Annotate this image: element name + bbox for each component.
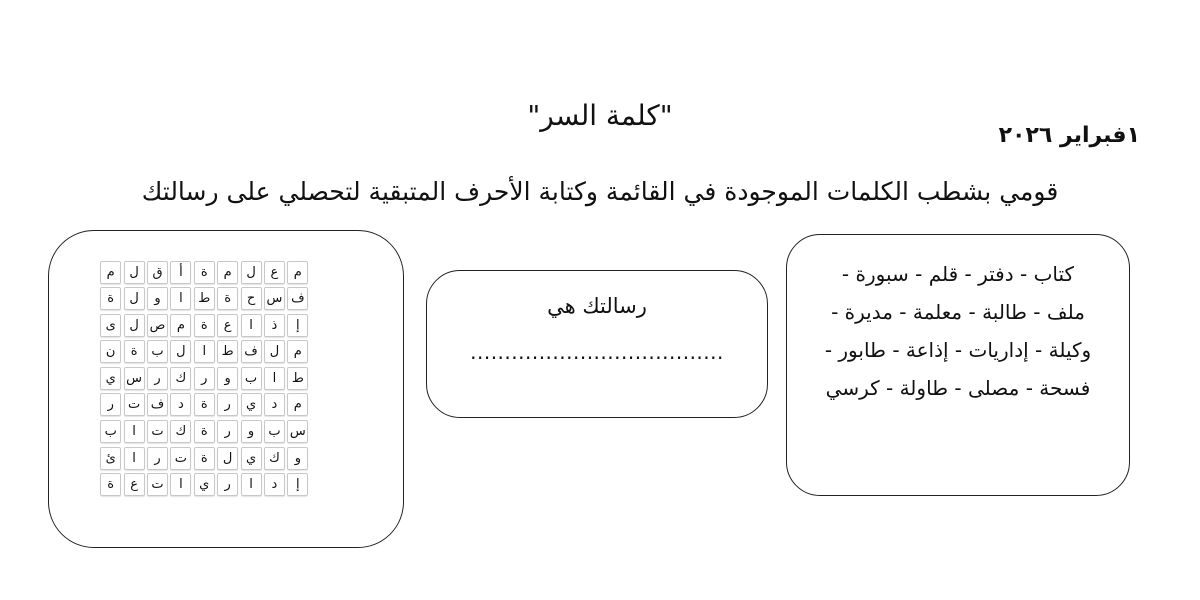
grid-cell[interactable]: و <box>147 287 168 310</box>
grid-cell[interactable]: ر <box>100 393 121 416</box>
grid-cell[interactable]: ط <box>287 367 308 390</box>
grid-cell[interactable]: و <box>241 420 262 443</box>
grid-cell[interactable]: ا <box>170 473 191 496</box>
grid-cell[interactable]: ر <box>147 447 168 470</box>
grid-cell[interactable]: ا <box>241 314 262 337</box>
grid-cell[interactable]: ي <box>100 367 121 390</box>
grid-cell[interactable]: ل <box>124 287 145 310</box>
grid-cell[interactable]: ئ <box>100 447 121 470</box>
page-title: "كلمة السر" <box>527 99 673 132</box>
message-label: رسالتك هي <box>547 294 647 318</box>
grid-cell[interactable]: ع <box>124 473 145 496</box>
grid-cell[interactable]: ة <box>194 261 215 284</box>
grid-cell[interactable]: ا <box>241 473 262 496</box>
grid-cell[interactable]: ح <box>241 287 262 310</box>
message-box <box>426 270 768 418</box>
word-list-line: ملف - طالبة - معلمة - مديرة - <box>831 300 1085 324</box>
word-search-grid <box>99 259 310 498</box>
word-list <box>801 255 1115 407</box>
grid-cell[interactable]: ة <box>194 393 215 416</box>
grid-cell[interactable]: ب <box>241 367 262 390</box>
grid-cell[interactable]: ي <box>241 393 262 416</box>
message-answer-line[interactable]: ..................................... <box>470 340 724 364</box>
word-search-box <box>48 230 404 548</box>
grid-cell[interactable]: إ <box>287 473 308 496</box>
grid-cell[interactable]: ا <box>124 420 145 443</box>
grid-cell[interactable]: م <box>287 393 308 416</box>
grid-cell[interactable]: ت <box>147 420 168 443</box>
grid-cell[interactable]: ر <box>217 393 238 416</box>
grid-cell[interactable]: ل <box>264 340 285 363</box>
grid-cell[interactable]: ا <box>194 340 215 363</box>
grid-cell[interactable]: ي <box>241 447 262 470</box>
grid-cell[interactable]: ة <box>194 447 215 470</box>
word-list-line: وكيلة - إداريات - إذاعة - طابور - <box>824 338 1092 362</box>
grid-cell[interactable]: م <box>287 261 308 284</box>
word-list-line: كتاب - دفتر - قلم - سبورة - <box>841 262 1075 286</box>
grid-cell[interactable]: ة <box>100 473 121 496</box>
grid-cell[interactable]: ر <box>194 367 215 390</box>
grid-cell[interactable]: ق <box>147 261 168 284</box>
grid-cell[interactable]: ر <box>147 367 168 390</box>
grid-cell[interactable]: و <box>217 367 238 390</box>
grid-cell[interactable]: ل <box>124 314 145 337</box>
grid-cell[interactable]: ع <box>217 314 238 337</box>
grid-cell[interactable]: ت <box>170 447 191 470</box>
date-label: ١فبراير ٢٠٢٦ <box>998 123 1140 148</box>
grid-cell[interactable]: ب <box>147 340 168 363</box>
grid-cell[interactable]: ى <box>100 314 121 337</box>
grid-cell[interactable]: ت <box>124 393 145 416</box>
grid-cell[interactable]: ط <box>194 287 215 310</box>
grid-cell[interactable]: ر <box>217 420 238 443</box>
grid-cell[interactable]: ذ <box>264 314 285 337</box>
grid-cell[interactable]: ك <box>264 447 285 470</box>
instruction-text: قومي بشطب الكلمات الموجودة في القائمة وكتابة الأحرف المتبقية لتحصلي على رسالتك <box>141 177 1059 206</box>
grid-cell[interactable]: ك <box>170 367 191 390</box>
grid-cell[interactable]: ت <box>147 473 168 496</box>
grid-cell[interactable]: ل <box>170 340 191 363</box>
grid-cell[interactable]: ط <box>217 340 238 363</box>
grid-cell[interactable]: ك <box>170 420 191 443</box>
grid-cell[interactable]: ا <box>264 367 285 390</box>
grid-cell[interactable]: ف <box>287 287 308 310</box>
grid-cell[interactable]: ل <box>241 261 262 284</box>
grid-cell[interactable]: د <box>264 473 285 496</box>
grid-cell[interactable]: ي <box>194 473 215 496</box>
word-list-line: فسحة - مصلى - طاولة - كرسي <box>825 376 1091 400</box>
grid-cell[interactable]: ا <box>170 287 191 310</box>
grid-cell[interactable]: ب <box>264 420 285 443</box>
grid-cell[interactable]: ن <box>100 340 121 363</box>
grid-cell[interactable]: و <box>287 447 308 470</box>
grid-cell[interactable]: ة <box>124 340 145 363</box>
grid-cell[interactable]: ص <box>147 314 168 337</box>
grid-cell[interactable]: م <box>217 261 238 284</box>
grid-cell[interactable]: ل <box>217 447 238 470</box>
word-list-box <box>786 234 1130 496</box>
grid-cell[interactable]: ة <box>100 287 121 310</box>
grid-cell[interactable]: ف <box>147 393 168 416</box>
grid-cell[interactable]: س <box>264 287 285 310</box>
grid-cell[interactable]: ة <box>194 314 215 337</box>
grid-cell[interactable]: ع <box>264 261 285 284</box>
grid-cell[interactable]: د <box>264 393 285 416</box>
grid-cell[interactable]: م <box>287 340 308 363</box>
grid-cell[interactable]: ف <box>241 340 262 363</box>
grid-cell[interactable]: ة <box>217 287 238 310</box>
grid-cell[interactable]: ب <box>100 420 121 443</box>
grid-cell[interactable]: ل <box>124 261 145 284</box>
grid-cell[interactable]: س <box>124 367 145 390</box>
grid-cell[interactable]: ا <box>124 447 145 470</box>
grid-cell[interactable]: د <box>170 393 191 416</box>
grid-cell[interactable]: س <box>287 420 308 443</box>
grid-cell[interactable]: م <box>100 261 121 284</box>
grid-cell[interactable]: إ <box>287 314 308 337</box>
grid-cell[interactable]: ة <box>194 420 215 443</box>
grid-cell[interactable]: ر <box>217 473 238 496</box>
grid-cell[interactable]: م <box>170 314 191 337</box>
grid-cell[interactable]: أ <box>170 261 191 284</box>
